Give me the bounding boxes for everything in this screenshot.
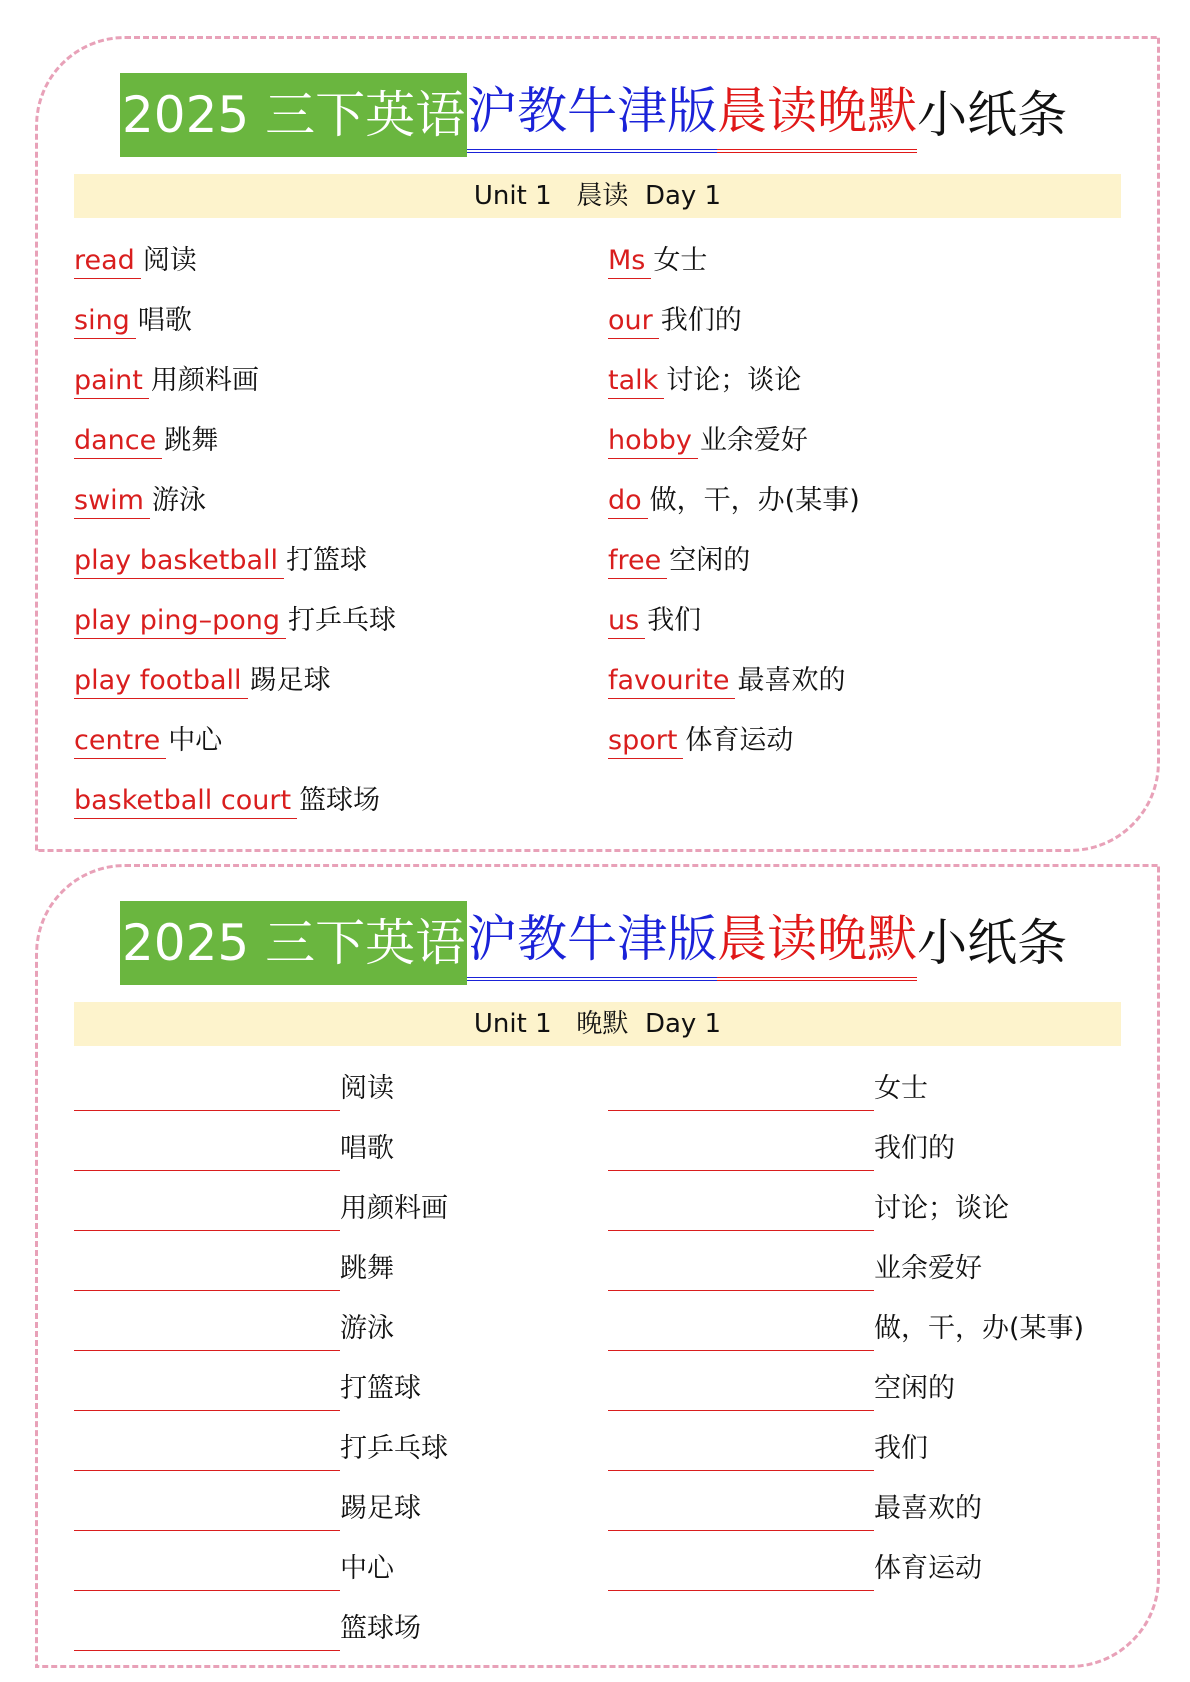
answer-blank-line[interactable] [608, 1070, 874, 1111]
chinese-prompt: 体育运动 [874, 1553, 982, 1584]
chinese-prompt: 踢足球 [340, 1493, 421, 1524]
answer-blank-line[interactable] [608, 1430, 874, 1471]
english-word: centre [74, 724, 166, 759]
answer-blank-line[interactable] [74, 1250, 340, 1291]
chinese-meaning: 踢足球 [249, 665, 331, 696]
chinese-meaning: 唱歌 [137, 305, 192, 336]
chinese-prompt: 我们 [874, 1433, 928, 1464]
vocab-row [74, 291, 396, 351]
chinese-meaning: 讨论；谈论 [666, 365, 802, 396]
chinese-meaning: 打篮球 [286, 545, 368, 576]
dictation-row [74, 1419, 448, 1479]
answer-blank-line[interactable] [74, 1550, 340, 1591]
vocab-row [608, 591, 860, 651]
chinese-meaning: 跳舞 [164, 425, 219, 456]
chinese-meaning: 业余爱好 [699, 425, 808, 456]
dictation-row [608, 1359, 1084, 1419]
answer-blank-line[interactable] [74, 1190, 340, 1231]
chinese-meaning: 篮球场 [299, 785, 381, 816]
dictation-row [608, 1479, 1084, 1539]
card-title [120, 73, 1067, 157]
vocab-row [608, 651, 860, 711]
answer-blank-line[interactable] [74, 1070, 340, 1111]
dictation-row [74, 1599, 448, 1659]
dictation-row [74, 1239, 448, 1299]
english-word: swim [74, 484, 150, 519]
chinese-meaning: 空闲的 [669, 545, 751, 576]
vocab-row [74, 231, 396, 291]
vocab-row [74, 771, 396, 831]
dictation-row [608, 1119, 1084, 1179]
english-word: us [608, 604, 645, 639]
vocab-row [608, 411, 860, 471]
vocab-row [74, 651, 396, 711]
dictation-row [74, 1479, 448, 1539]
chinese-meaning: 我们的 [660, 305, 742, 336]
vocab-row [74, 531, 396, 591]
answer-blank-line[interactable] [608, 1190, 874, 1231]
dictation-row [608, 1299, 1084, 1359]
vocab-row [608, 231, 860, 291]
evening-dictation-card [35, 864, 1160, 1668]
chinese-prompt: 做，干，办(某事) [874, 1313, 1085, 1344]
chinese-meaning: 我们 [647, 605, 702, 636]
chinese-meaning: 体育运动 [685, 725, 794, 756]
english-word: do [608, 484, 648, 519]
dictation-row [74, 1179, 448, 1239]
vocab-column-left [74, 231, 396, 831]
dictation-row [74, 1299, 448, 1359]
chinese-prompt: 跳舞 [340, 1253, 394, 1284]
chinese-meaning: 游泳 [151, 485, 206, 516]
english-word: sing [74, 304, 136, 339]
title-year-grade: 2025 三下英语 [120, 901, 467, 985]
vocab-row [608, 351, 860, 411]
chinese-meaning: 女士 [653, 245, 708, 276]
answer-blank-line[interactable] [608, 1250, 874, 1291]
vocab-row [74, 591, 396, 651]
chinese-meaning: 最喜欢的 [737, 665, 846, 696]
chinese-prompt: 讨论；谈论 [874, 1193, 1009, 1224]
chinese-prompt: 打篮球 [340, 1373, 421, 1404]
english-word: our [608, 304, 659, 339]
dictation-row [74, 1119, 448, 1179]
chinese-prompt: 业余爱好 [874, 1253, 982, 1284]
answer-blank-line[interactable] [608, 1130, 874, 1171]
vocab-row [608, 711, 860, 771]
english-word: Ms [608, 244, 651, 279]
chinese-meaning: 阅读 [142, 245, 197, 276]
card-title [120, 901, 1067, 985]
english-word: read [74, 244, 141, 279]
dictation-row [74, 1059, 448, 1119]
morning-reading-card [35, 36, 1160, 852]
vocab-row [74, 471, 396, 531]
vocab-row [74, 351, 396, 411]
chinese-meaning: 用颜料画 [150, 365, 259, 396]
title-note: 小纸条 [917, 86, 1068, 144]
title-reading-dictation: 晨读晚默 [717, 901, 917, 981]
title-edition: 沪教牛津版 [467, 73, 717, 153]
answer-blank-line[interactable] [74, 1370, 340, 1411]
answer-blank-line[interactable] [608, 1550, 874, 1591]
answer-blank-line[interactable] [608, 1370, 874, 1411]
vocab-row [608, 531, 860, 591]
chinese-prompt: 用颜料画 [340, 1193, 448, 1224]
title-reading-dictation: 晨读晚默 [717, 73, 917, 153]
answer-blank-line[interactable] [74, 1310, 340, 1351]
answer-blank-line[interactable] [74, 1610, 340, 1651]
vocab-row [74, 711, 396, 771]
vocab-row [608, 291, 860, 351]
answer-blank-line[interactable] [74, 1490, 340, 1531]
vocab-row [74, 411, 396, 471]
dictation-row [608, 1539, 1084, 1599]
dictation-row [608, 1179, 1084, 1239]
dictation-column-right [608, 1059, 1084, 1599]
chinese-prompt: 游泳 [340, 1313, 394, 1344]
chinese-prompt: 阅读 [340, 1073, 394, 1104]
english-word: basketball court [74, 784, 297, 819]
chinese-prompt: 空闲的 [874, 1373, 955, 1404]
chinese-prompt: 中心 [340, 1553, 394, 1584]
title-note: 小纸条 [917, 914, 1068, 972]
english-word: play ping–pong [74, 604, 286, 639]
vocab-row [608, 471, 860, 531]
english-word: favourite [608, 664, 735, 699]
english-word: paint [74, 364, 149, 399]
dictation-row [608, 1059, 1084, 1119]
chinese-meaning: 中心 [168, 725, 223, 756]
section-header: Unit 1 晨读 Day 1 [74, 174, 1121, 218]
answer-blank-line[interactable] [74, 1430, 340, 1471]
chinese-prompt: 打乒乓球 [340, 1433, 448, 1464]
dictation-column-left [74, 1059, 448, 1659]
english-word: free [608, 544, 667, 579]
chinese-prompt: 我们的 [874, 1133, 955, 1164]
dictation-row [608, 1419, 1084, 1479]
chinese-prompt: 篮球场 [340, 1613, 421, 1644]
dictation-row [608, 1239, 1084, 1299]
english-word: sport [608, 724, 683, 759]
english-word: talk [608, 364, 664, 399]
chinese-prompt: 最喜欢的 [874, 1493, 982, 1524]
english-word: play football [74, 664, 248, 699]
vocab-column-right [608, 231, 860, 771]
english-word: dance [74, 424, 162, 459]
dictation-row [74, 1359, 448, 1419]
answer-blank-line[interactable] [608, 1490, 874, 1531]
chinese-meaning: 打乒乓球 [288, 605, 397, 636]
chinese-meaning: 做，干，办(某事) [649, 485, 860, 516]
english-word: play basketball [74, 544, 284, 579]
answer-blank-line[interactable] [608, 1310, 874, 1351]
chinese-prompt: 女士 [874, 1073, 928, 1104]
title-edition: 沪教牛津版 [467, 901, 717, 981]
english-word: hobby [608, 424, 698, 459]
section-header: Unit 1 晚默 Day 1 [74, 1002, 1121, 1046]
answer-blank-line[interactable] [74, 1130, 340, 1171]
chinese-prompt: 唱歌 [340, 1133, 394, 1164]
dictation-row [74, 1539, 448, 1599]
title-year-grade: 2025 三下英语 [120, 73, 467, 157]
